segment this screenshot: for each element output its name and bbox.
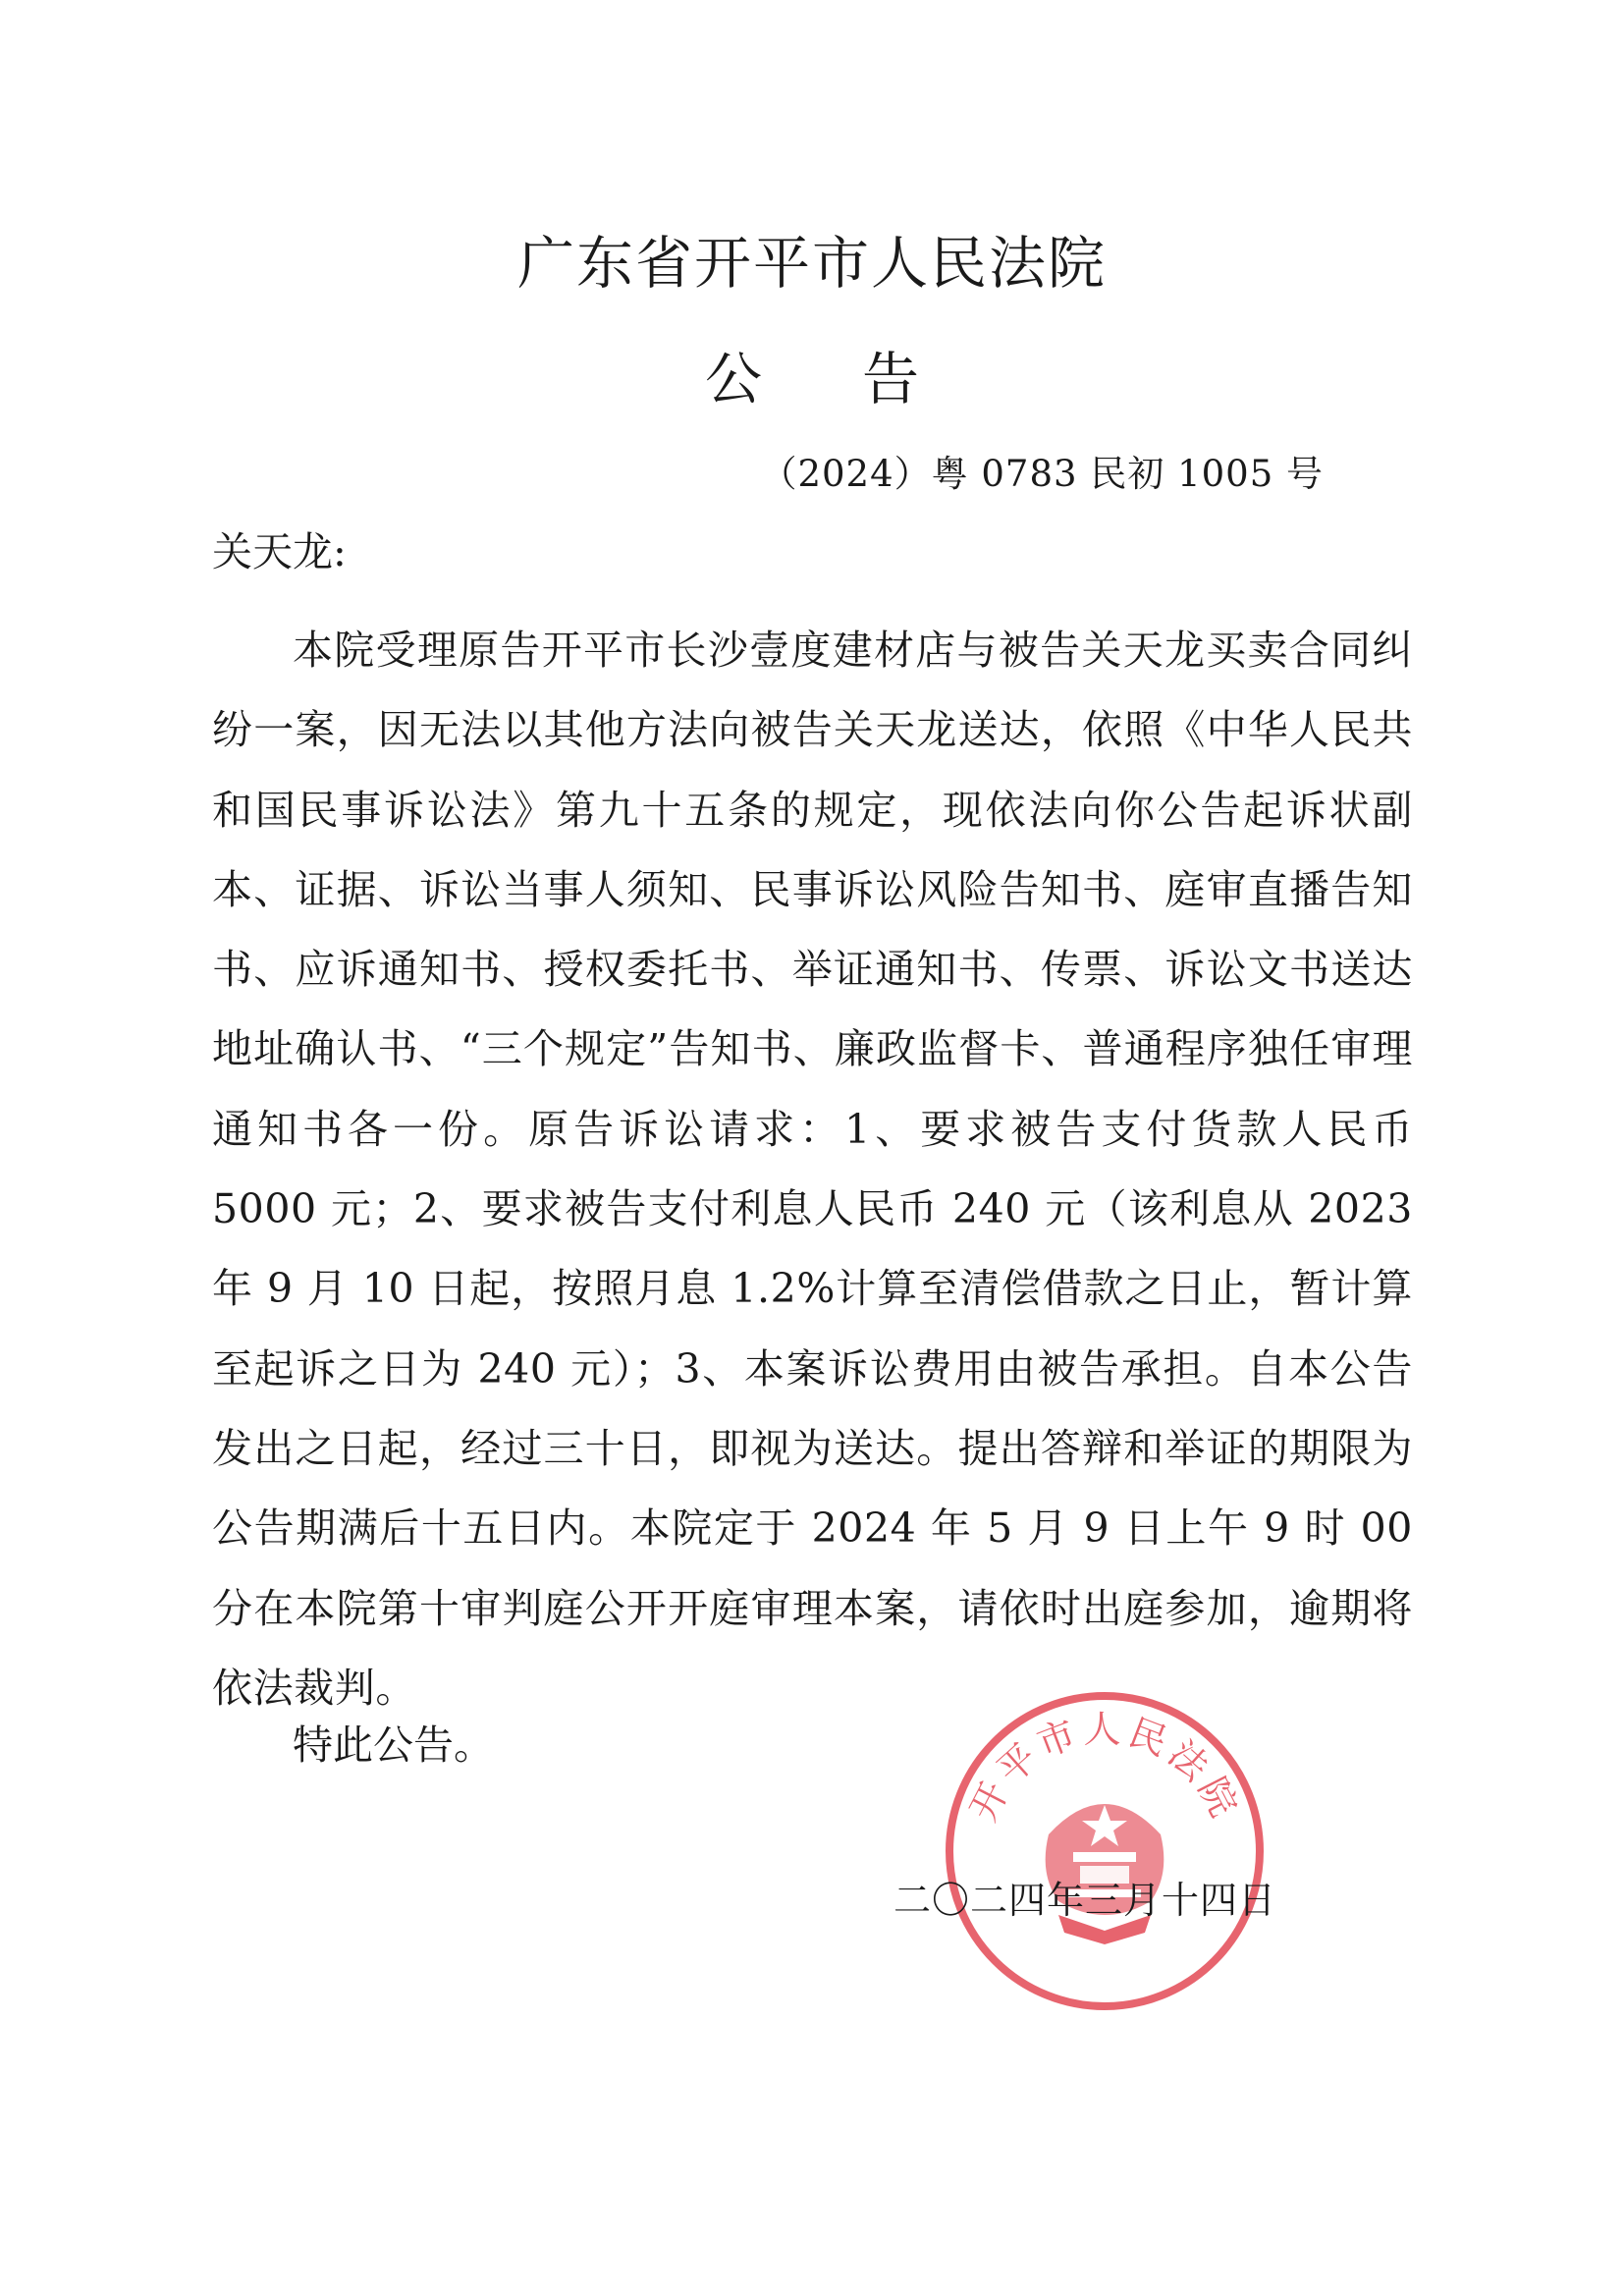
court-seal <box>941 1687 1269 2015</box>
court-title: 广东省开平市人民法院 <box>516 230 1107 297</box>
closing-phrase: 特此公告。 <box>293 1721 494 1769</box>
addressee: 关天龙: <box>212 528 347 575</box>
notice-body: 本院受理原告开平市长沙壹度建材店与被告关天龙买卖合同纠纷一案，因无法以其他方法向被告关天龙送达，依照《中华人民共和国民事诉讼法》第九十五条的规定，现依法向你公告起诉状副本、证据、诉讼当事人须知、民事诉讼风险告知书、庭审直播告知书、应诉通知书、授权委托书、举证通知书、传票、诉讼文书送达地址确认书、“三个规定”告知书、廉政监督卡、普通程序独任审理通知书各一份。原告诉讼请求：1、要求被告支付货款人民币 5000 元；2、要求被告支付利息人民币 240 元（该利息从 2023 年 9 月 10 日起，按照月息 1.2%计算至清偿借款之日止，暂计算至起诉之日为 240 元）；3、本案诉讼费用由被告承担。自本公告发出之日起，经过三十日，即视为送达。提出答辩和举证的期限为公告期满后十五日内。本院定于 2024 年 5 月 9 日上午 9 时 00 分在本院第十审判庭公开开庭审理本案，请依时出庭参加，逾期将依法裁判。 <box>212 627 1413 1712</box>
document-type: 公告 <box>704 346 1019 412</box>
seal-arc-text: 开平市人民法院 <box>961 1708 1248 1829</box>
issue-date: 二〇二四年三月十四日 <box>893 1879 1277 1922</box>
case-number: （2024）粤 0783 民初 1005 号 <box>760 453 1324 495</box>
